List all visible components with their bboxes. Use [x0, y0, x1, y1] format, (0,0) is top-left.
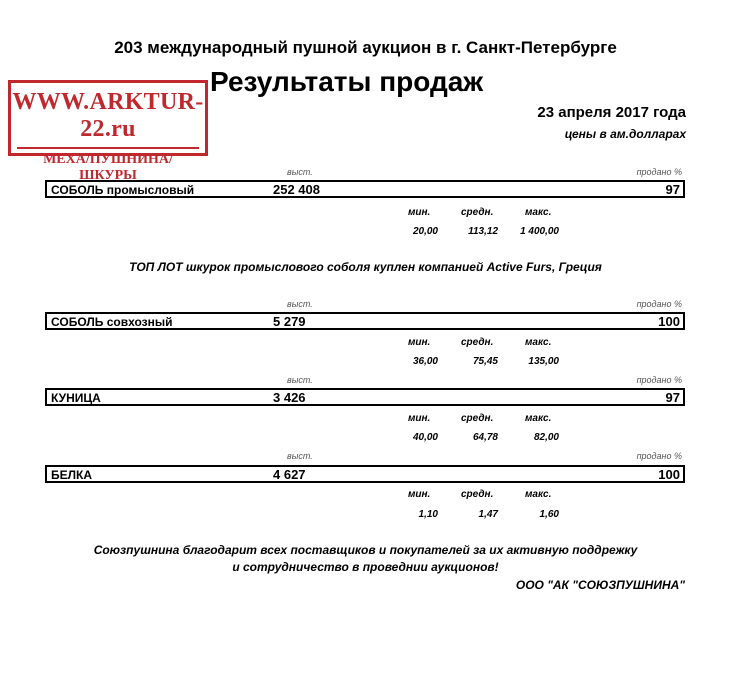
min-label: мин. — [408, 207, 431, 218]
max-label: макс. — [525, 413, 552, 424]
item-sold-pct: 97 — [665, 390, 680, 405]
avg-price: 1,47 — [478, 509, 498, 520]
auction-title: 203 международный пушной аукцион в г. Санкт-Петербурге — [114, 38, 617, 57]
item-name: КУНИЦА — [51, 391, 101, 405]
max-price: 135,00 — [528, 356, 559, 367]
sold-pct-header: продано % — [636, 375, 682, 385]
thanks-line-2: и сотрудничество в проведнии аукционов! — [232, 560, 499, 574]
item-exhibited: 4 627 — [273, 467, 306, 482]
avg-label: средн. — [461, 413, 494, 424]
min-price: 1,10 — [418, 509, 438, 520]
min-price: 40,00 — [412, 432, 438, 443]
min-price: 20,00 — [412, 226, 438, 237]
item-name: СОБОЛЬ совхозный — [51, 315, 173, 329]
sold-pct-header: продано % — [636, 167, 682, 177]
item-sold-pct: 100 — [658, 467, 680, 482]
max-price: 82,00 — [533, 432, 559, 443]
item-row — [45, 465, 685, 483]
item-exhibited: 3 426 — [273, 390, 306, 405]
avg-price: 75,45 — [472, 356, 498, 367]
logo-subtitle: МЕХА/ПУШНИНА/ШКУРЫ — [17, 147, 199, 184]
exhibited-header: выст. — [287, 167, 313, 177]
exhibited-header: выст. — [287, 375, 313, 385]
item-sold-pct: 100 — [658, 314, 680, 329]
item-name: БЕЛКА — [51, 468, 93, 482]
item-name: СОБОЛЬ промысловый — [51, 183, 195, 197]
item-sold-pct: 97 — [665, 182, 680, 197]
avg-label: средн. — [461, 207, 494, 218]
item-row — [45, 388, 685, 406]
max-label: макс. — [525, 207, 552, 218]
sold-pct-header: продано % — [636, 451, 682, 461]
item-exhibited: 252 408 — [273, 182, 320, 197]
max-label: макс. — [525, 489, 552, 500]
exhibited-header: выст. — [287, 299, 313, 309]
currency-note: цены в ам.долларах — [564, 127, 686, 141]
min-price: 36,00 — [412, 356, 438, 367]
item-row — [45, 180, 685, 198]
max-price: 1 400,00 — [520, 226, 559, 237]
avg-label: средн. — [461, 337, 494, 348]
max-label: макс. — [525, 337, 552, 348]
arktur-logo — [8, 80, 208, 183]
page-title: Результаты продаж — [210, 66, 484, 97]
avg-price: 64,78 — [472, 432, 498, 443]
exhibited-header: выст. — [287, 451, 313, 461]
sold-pct-header: продано % — [636, 299, 682, 309]
avg-label: средн. — [461, 489, 494, 500]
item-exhibited: 5 279 — [273, 314, 306, 329]
max-price: 1,60 — [539, 509, 559, 520]
auction-date: 23 апреля 2017 года — [537, 104, 686, 121]
logo-url: WWW.ARKTUR-22.ru — [12, 89, 204, 142]
thanks-line-1: Союзпушнина благодарит всех поставщиков и покупателей за их активную поддрежку — [93, 543, 638, 557]
min-label: мин. — [408, 413, 431, 424]
min-label: мин. — [408, 337, 431, 348]
top-lot-note: ТОП ЛОТ шкурок промыслового соболя куплен компанией Active Furs, Греция — [129, 260, 602, 274]
min-label: мин. — [408, 489, 431, 500]
avg-price: 113,12 — [468, 226, 498, 237]
signature: ООО "АК "СОЮЗПУШНИНА" — [515, 578, 685, 592]
item-row — [45, 312, 685, 330]
